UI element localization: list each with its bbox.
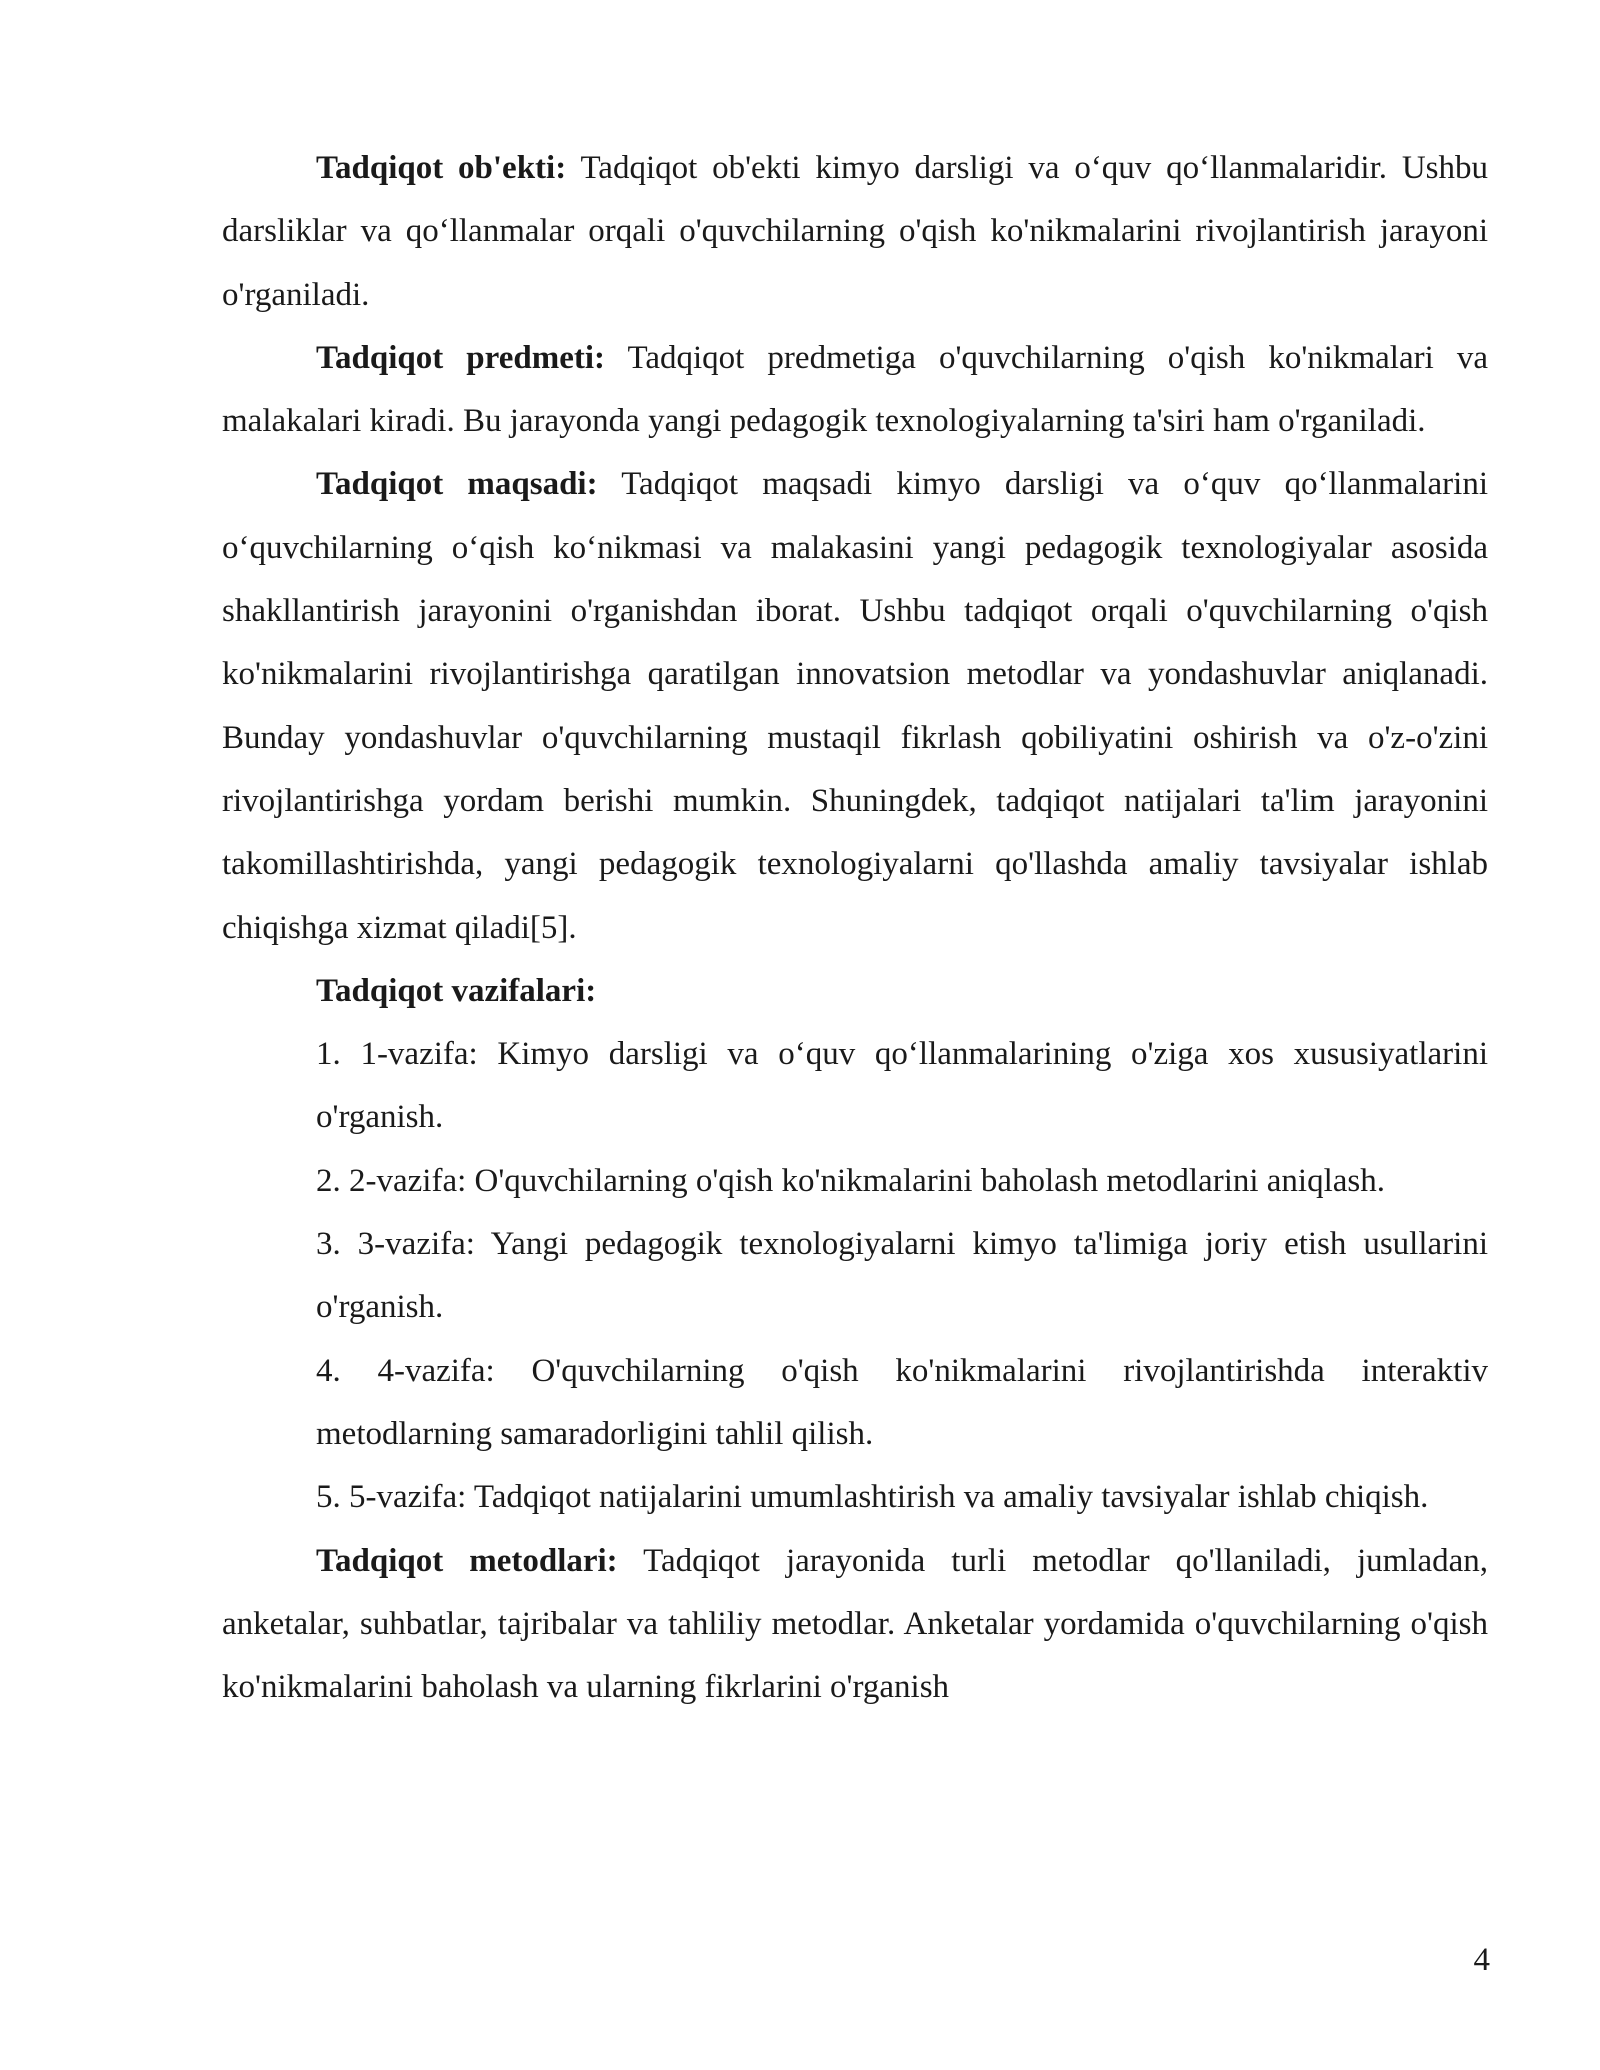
- paragraph-research-subject: [222, 327, 1488, 454]
- task-item-2: 2. 2-vazifa: O'quvchilarning o'qish ko'nikmalarini baholash metodlarini aniqlash.: [316, 1162, 1386, 1199]
- text-research-object: Tadqiqot ob'ekti kimyo darsligi va o‘quv qo‘llanmalaridir. Ushbu darsliklar va qo‘llanmalar orqali o'quvchilarning o'qish ko'nikmalarini rivojlantirish jarayoni o'rganiladi.: [222, 150, 1488, 313]
- label-research-tasks: Tadqiqot vazifalari:: [316, 972, 597, 1009]
- task-item-1: 1. 1-vazifa: Kimyo darsligi va o‘quv qo‘llanmalarining o'ziga xos xususiyatlarini o'rganish.: [316, 1036, 1488, 1136]
- label-research-methods: Tadqiqot metodlari:: [316, 1542, 618, 1579]
- text-research-goal: Tadqiqot maqsadi kimyo darsligi va o‘quv qo‘llanmalarini o‘quvchilarning o‘qish ko‘nikmasi va malakasini yangi pedagogik texnologiyalar asosida shakllantirish jarayonini o'rganishdan iborat. Ushbu tadqiqot orqali o'quvchilarning o'qish ko'nikmalarini rivojlantirishga qaratilgan innovatsion metodlar va yondashuvlar aniqlanadi. Bunday yondashuvlar o'quvchilarning mustaqil fikrlash qobiliyatini oshirish va o'z-o'zini rivojlantirishga yordam berishi mumkin. Shuningdek, tadqiqot natijalari ta'lim jarayonini takomillashtirishda, yangi pedagogik texnologiyalarni qo'llashda amaliy tavsiyalar ishlab chiqishga xizmat qiladi[5].: [222, 466, 1488, 946]
- paragraph-research-goal: [222, 453, 1488, 959]
- task-item-5: 5. 5-vazifa: Tadqiqot natijalarini umumlashtirish va amaliy tavsiyalar ishlab chiqish.: [316, 1479, 1429, 1516]
- heading-research-tasks: [222, 960, 1488, 1023]
- label-research-goal: Tadqiqot maqsadi:: [316, 466, 598, 503]
- document-page: [222, 137, 1488, 1719]
- task-item-3: 3. 3-vazifa: Yangi pedagogik texnologiyalarni kimyo ta'limiga joriy etish usullarini o'rganish.: [316, 1226, 1488, 1326]
- task-item-4: 4. 4-vazifa: O'quvchilarning o'qish ko'nikmalarini rivojlantirishda interaktiv metodlarning samaradorligini tahlil qilish.: [316, 1352, 1488, 1452]
- text-research-subject: Tadqiqot predmetiga o'quvchilarning o'qish ko'nikmalari va malakalari kiradi. Bu jarayonda yangi pedagogik texnologiyalarning ta'siri ham o'rganiladi.: [222, 339, 1489, 440]
- paragraph-research-object: [222, 137, 1488, 327]
- page-number: 4: [1473, 1942, 1490, 1978]
- paragraph-research-methods: [222, 1530, 1488, 1720]
- label-research-object: Tadqiqot ob'ekti:: [316, 150, 567, 186]
- label-research-subject: Tadqiqot predmeti:: [316, 339, 605, 376]
- text-research-methods: Tadqiqot jarayonida turli metodlar qo'llaniladi, jumladan, anketalar, suhbatlar, tajribalar va tahliliy metodlar. Anketalar yordamida o'quvchilarning o'qish ko'nikmalarini baholash va ularning fikrlarini o'rganish: [222, 1542, 1489, 1706]
